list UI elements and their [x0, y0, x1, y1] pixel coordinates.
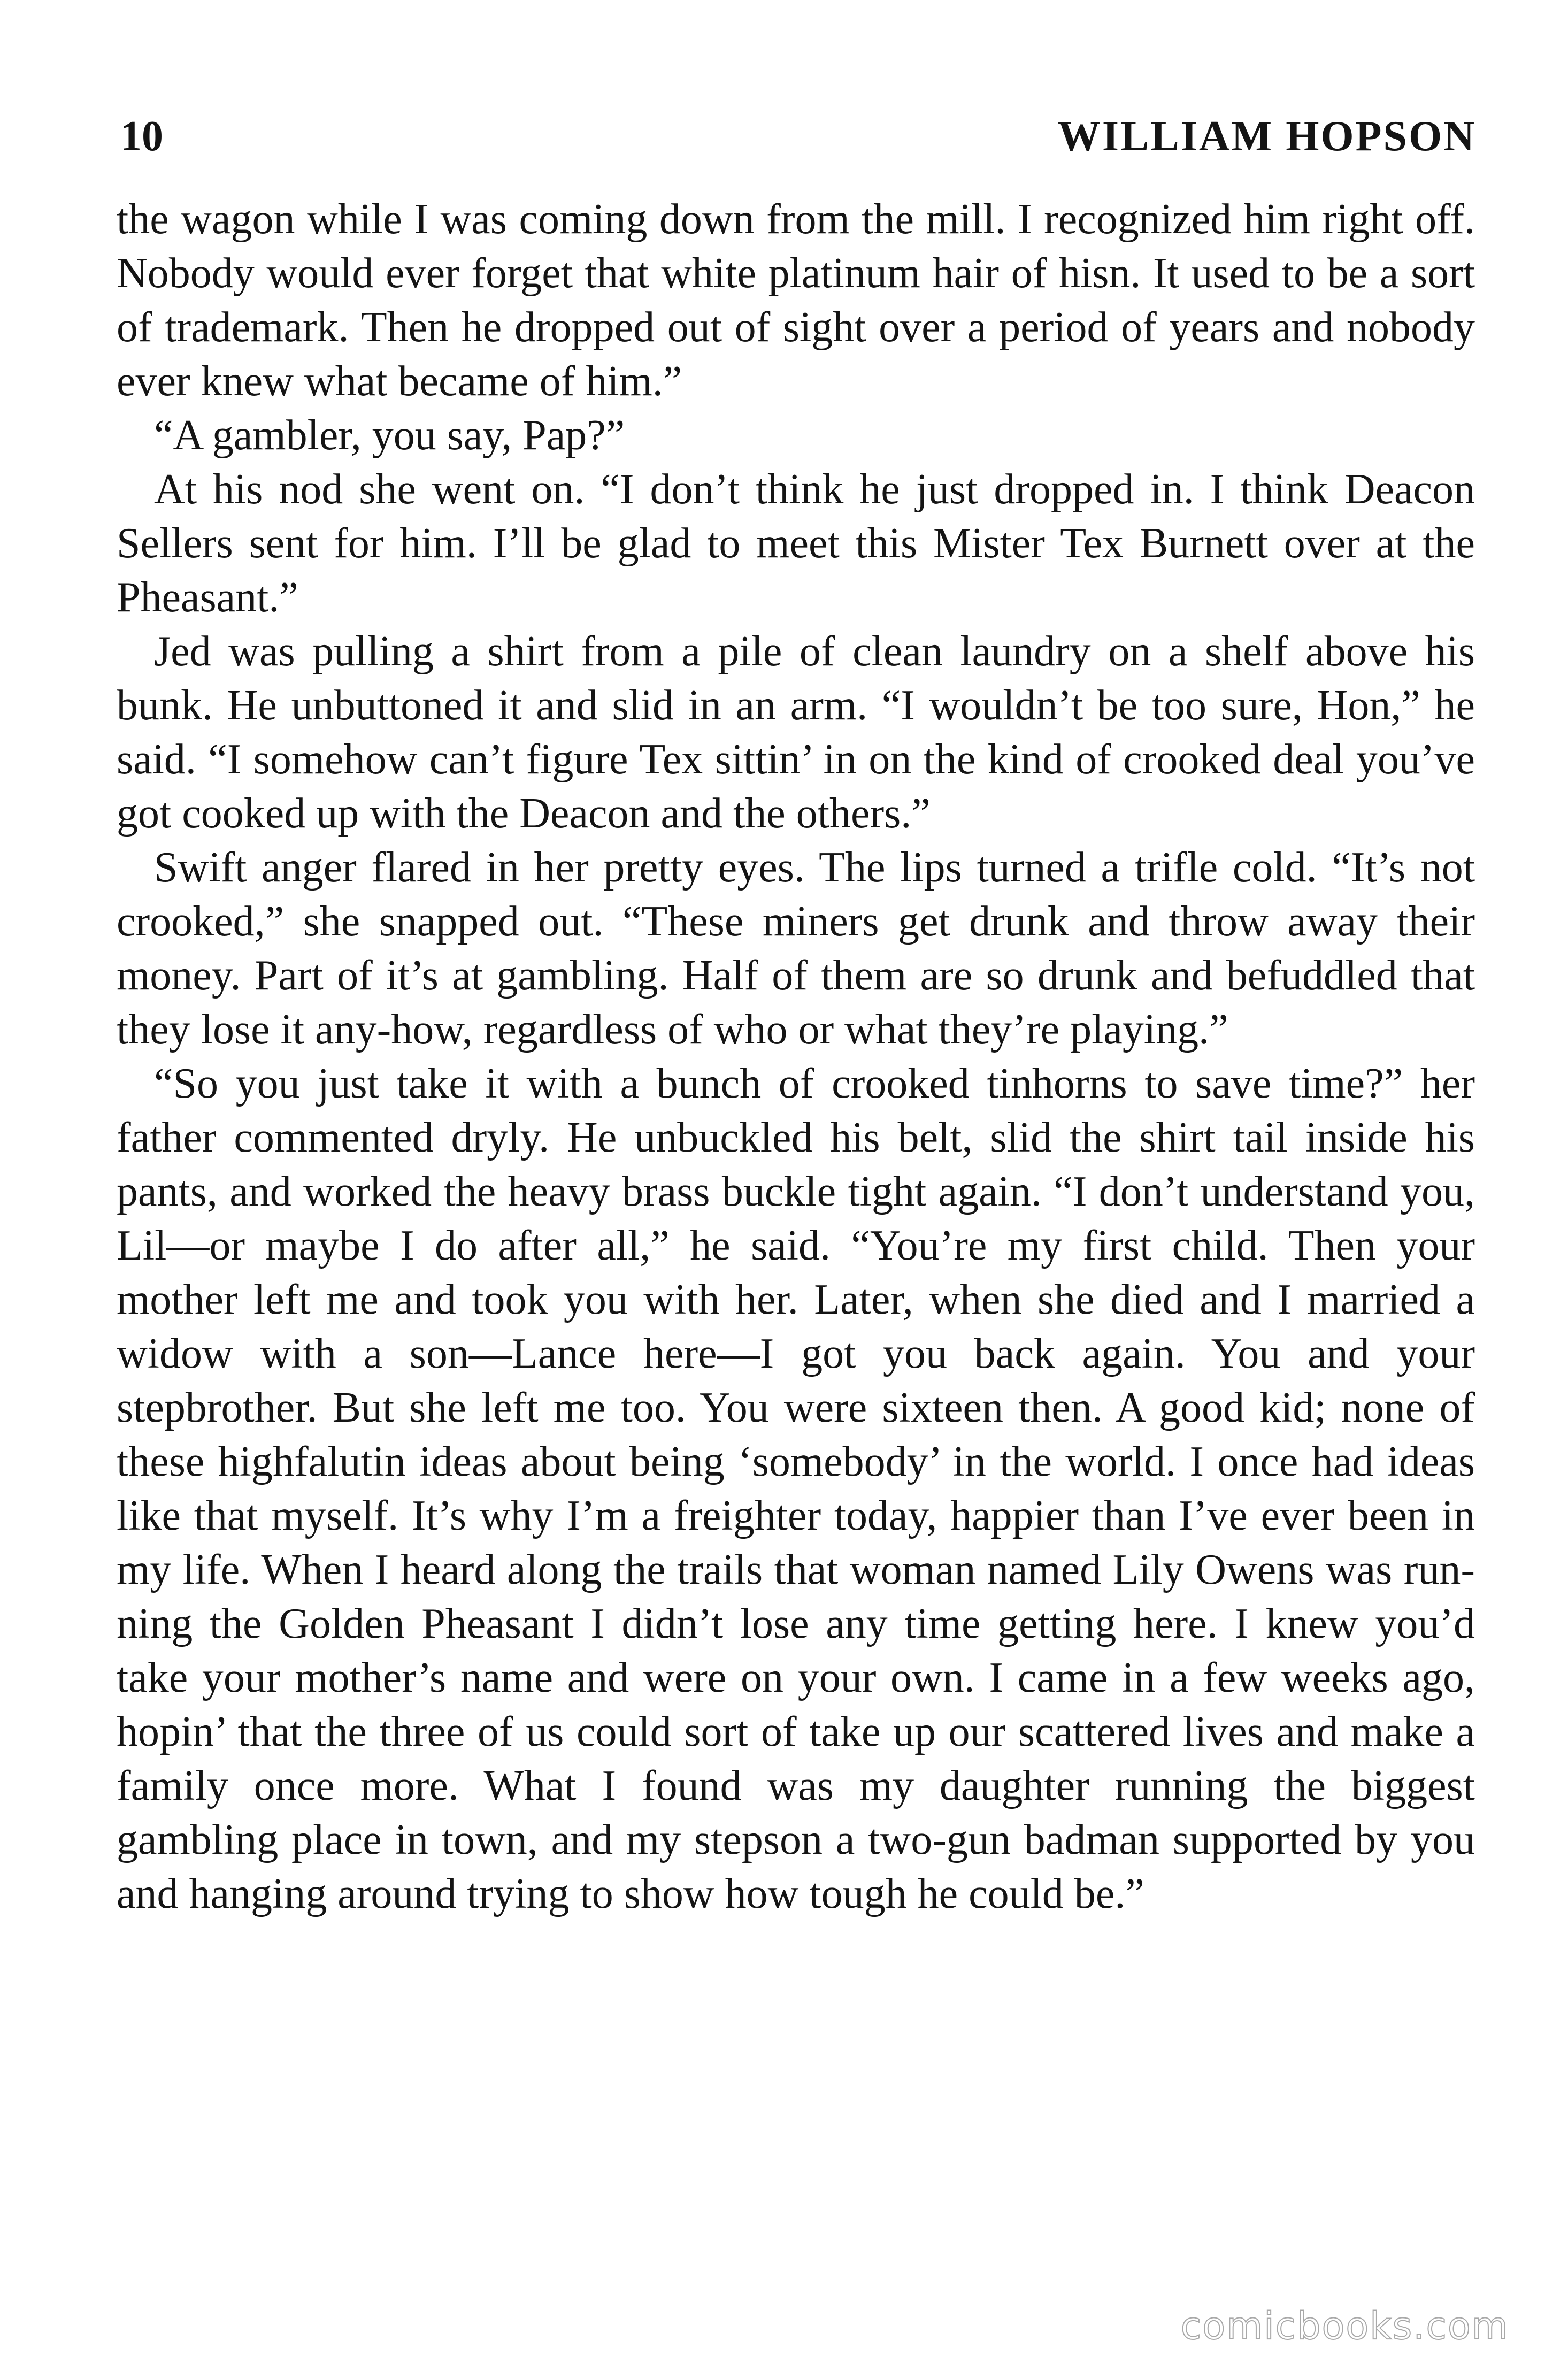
paragraph: Swift anger flared in her pretty eyes. The lips turned a trifle cold. “It’s not crooked,” she snapped out. “These miners get drunk and throw away their money. Part of it’s at gambling. Half of them are so drunk and befuddled that they lose it any-how, regardless of who or what they’re playing.” [117, 844, 1475, 1053]
paragraph: Jed was pulling a shirt from a pile of clean laundry on a shelf above his bunk. He unbuttoned it and slid in an arm. “I wouldn’t be too sure, Hon,” he said. “I somehow can’t figure Tex sittin’ in on the kind of crooked deal you’ve got cooked up with the Deacon and the others.” [117, 628, 1475, 837]
page-number: 10 [120, 113, 163, 160]
author-name: WILLIAM HOPSON [1057, 113, 1476, 160]
paragraph: “A gambler, you say, Pap?” [154, 412, 625, 459]
running-head [120, 107, 1476, 166]
site-watermark: comicbooks.com [1180, 2304, 1509, 2348]
paragraph: the wagon while I was coming down from the mill. I recognized him right off. Nobody would ever forget that white platinum hair of hisn. It used to be a sort of trademark. Then he dropped out of sight over a period of years and nobody ever knew what became of him.” [117, 196, 1475, 405]
paragraph: “So you just take it with a bunch of crooked tinhorns to save time?” her father commented dryly. He unbuckled his belt, slid the shirt tail inside his pants, and worked the heavy brass buckle tight again. “I don’t understand you, Lil—or maybe I do after all,” he said. “You’re my first child. Then your mother left me and took you with her. Later, when she died and I married a widow with a son—Lance here—I got you back again. You and your stepbrother. But she left me too. You were sixteen then. A good kid; none of these highfalutin ideas about being ‘somebody’ in the world. I once had ideas like that myself. It’s why I’m a freighter today, happier than I’ve ever been in my life. When I heard along the trails that woman named Lily Owens was run-ning the Golden Pheasant I didn’t lose any time getting here. I knew you’d take your mother’s name and were on your own. I came in a few weeks ago, hopin’ that the three of us could sort of take up our scattered lives and make a family once more. What I found was my daughter running the biggest gambling place in town, and my stepson a two-gun badman supported by you and hanging around trying to show how tough he could be.” [117, 1060, 1475, 1917]
body-text [117, 193, 1475, 1921]
paragraph: At his nod she went on. “I don’t think he just dropped in. I think Deacon Sellers sent for him. I’ll be glad to meet this Mister Tex Burnett over at the Pheasant.” [117, 466, 1475, 621]
